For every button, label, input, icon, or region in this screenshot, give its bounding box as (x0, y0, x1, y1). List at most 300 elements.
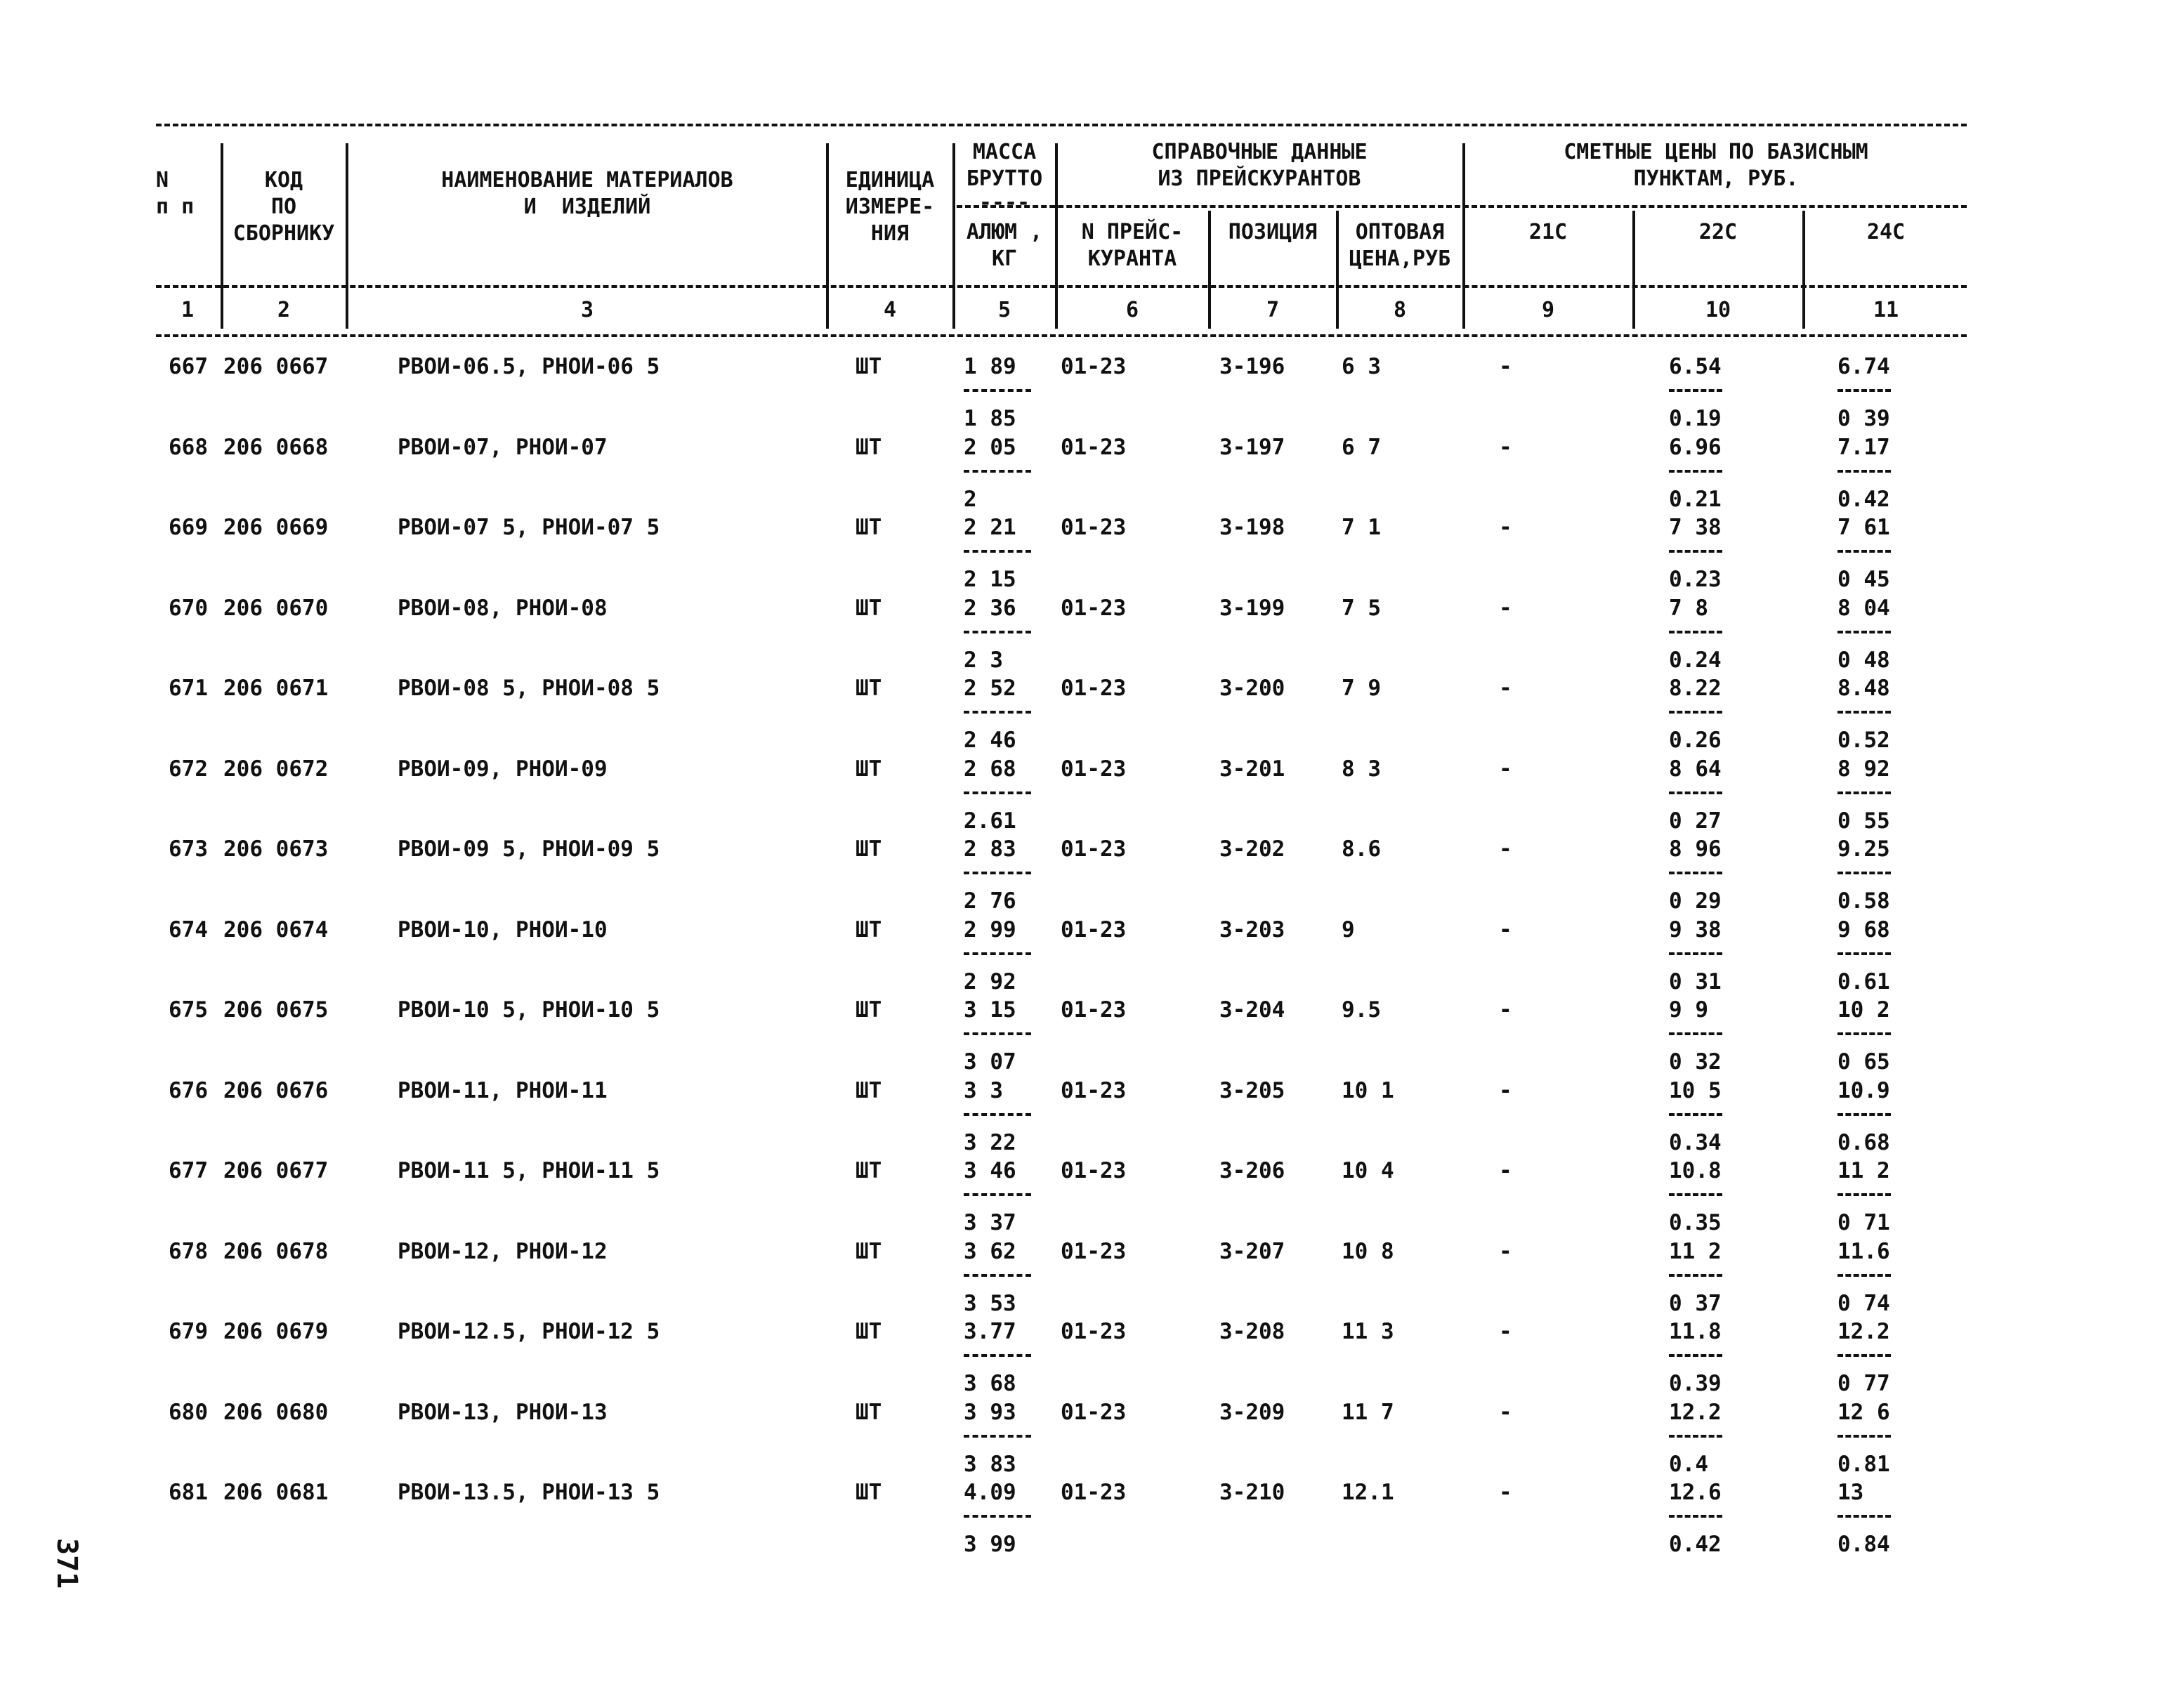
row-22c: 9 9 (1669, 997, 1708, 1023)
row-22c: 12.2 (1669, 1400, 1722, 1425)
row-name: РВОИ-11, РНОИ-11 (398, 1078, 608, 1103)
fraction-dash (1837, 952, 1891, 955)
table-row (0, 997, 2162, 1082)
row-24c: 9.25 (1837, 836, 1890, 862)
fraction-dash (1837, 631, 1891, 633)
table-row (0, 1480, 2162, 1564)
row-24c: 10.9 (1837, 1078, 1890, 1103)
table-row (0, 836, 2162, 921)
row-24c: 12.2 (1837, 1319, 1890, 1344)
fraction-dash (964, 1354, 1031, 1357)
fraction-dash (1669, 711, 1722, 714)
row-position: 3-208 (1219, 1319, 1285, 1344)
row-24c: 10 2 (1837, 997, 1890, 1023)
column-number: 5 (997, 298, 1011, 322)
row-24c-sub: 0 77 (1837, 1371, 1890, 1396)
fraction-dash (1669, 1113, 1722, 1116)
row-mass-sub: 3 07 (964, 1049, 1016, 1075)
row-price: 8.6 (1342, 836, 1381, 862)
header-mid-rule (957, 205, 1967, 208)
fraction-dash (1669, 1193, 1722, 1196)
fraction-dash (964, 631, 1031, 633)
fraction-dash (1669, 791, 1722, 794)
fraction-dash (1669, 1032, 1722, 1035)
row-position: 3-200 (1219, 676, 1285, 701)
row-24c: 8.48 (1837, 676, 1890, 701)
row-unit: ШТ (856, 756, 882, 782)
row-24c: 9 68 (1837, 917, 1890, 942)
row-name: РВОИ-12.5, РНОИ-12 5 (398, 1319, 660, 1344)
row-21c: - (1499, 435, 1512, 460)
row-unit: ШТ (856, 354, 882, 379)
row-position: 3-203 (1219, 917, 1285, 942)
page-number: 371 (51, 1538, 83, 1589)
row-position: 3-210 (1219, 1480, 1285, 1505)
row-24c-sub: 0 48 (1837, 648, 1890, 673)
table-row (0, 1400, 2162, 1484)
row-24c-sub: 0 45 (1837, 567, 1890, 592)
row-22c-sub: 0.39 (1669, 1371, 1722, 1396)
row-mass: 2 05 (964, 435, 1016, 460)
row-22c: 12.6 (1669, 1480, 1722, 1505)
row-code: 206 0667 (223, 354, 329, 379)
row-price: 12.1 (1342, 1480, 1394, 1505)
row-unit: ШТ (856, 1480, 882, 1505)
row-22c-sub: 0.24 (1669, 648, 1722, 673)
row-22c-sub: 0.26 (1669, 728, 1722, 753)
fraction-dash (1669, 1435, 1722, 1438)
row-pricelist-number: 01-23 (1061, 354, 1127, 379)
row-unit: ШТ (856, 1319, 882, 1344)
row-price: 7 1 (1342, 515, 1381, 540)
row-number: 669 (169, 515, 208, 540)
row-22c: 7 8 (1669, 596, 1708, 621)
row-position: 3-204 (1219, 997, 1285, 1023)
row-name: РВОИ-10, РНОИ-10 (398, 917, 608, 942)
row-price: 6 7 (1342, 435, 1381, 460)
row-position: 3-202 (1219, 836, 1285, 862)
row-mass: 2 68 (964, 756, 1016, 782)
row-mass-sub: 1 85 (964, 406, 1016, 431)
row-pricelist-number: 01-23 (1061, 756, 1127, 782)
row-price: 9.5 (1342, 997, 1381, 1023)
row-22c-sub: 0.19 (1669, 406, 1722, 431)
row-22c-sub: 0.4 (1669, 1452, 1708, 1477)
row-22c-sub: 0.42 (1669, 1532, 1722, 1557)
row-price: 6 3 (1342, 354, 1381, 379)
row-24c-sub: 0 65 (1837, 1049, 1890, 1075)
row-mass: 1 89 (964, 354, 1016, 379)
row-number: 677 (169, 1158, 208, 1183)
row-unit: ШТ (856, 676, 882, 701)
fraction-dash (1837, 1354, 1891, 1357)
row-position: 3-201 (1219, 756, 1285, 782)
row-21c: - (1499, 836, 1512, 862)
row-21c: - (1499, 1480, 1512, 1505)
fraction-dash (964, 1113, 1031, 1116)
row-22c: 9 38 (1669, 917, 1722, 942)
row-price: 10 8 (1342, 1239, 1394, 1264)
row-21c: - (1499, 1400, 1512, 1425)
row-mass: 3 62 (964, 1239, 1016, 1264)
fraction-dash (964, 389, 1031, 392)
fraction-dash (1837, 872, 1891, 874)
row-position: 3-205 (1219, 1078, 1285, 1103)
row-code: 206 0671 (223, 676, 329, 701)
row-position: 3-196 (1219, 354, 1285, 379)
table-row (0, 354, 2162, 438)
row-pricelist-number: 01-23 (1061, 515, 1127, 540)
row-22c: 7 38 (1669, 515, 1722, 540)
row-24c: 8 92 (1837, 756, 1890, 782)
column-number: 3 (580, 298, 594, 322)
row-22c-sub: 0.21 (1669, 487, 1722, 512)
column-number: 4 (883, 298, 897, 322)
row-21c: - (1499, 354, 1512, 379)
row-unit: ШТ (856, 1158, 882, 1183)
row-24c-sub: 0.52 (1837, 728, 1890, 753)
row-price: 10 1 (1342, 1078, 1394, 1103)
fraction-dash (1669, 872, 1722, 874)
row-21c: - (1499, 756, 1512, 782)
header-bottom-rule (156, 285, 1967, 288)
row-unit: ШТ (856, 515, 882, 540)
row-pricelist-number: 01-23 (1061, 997, 1127, 1023)
row-pricelist-number: 01-23 (1061, 917, 1127, 942)
fraction-dash (964, 952, 1031, 955)
row-mass: 2 21 (964, 515, 1016, 540)
fraction-dash (1669, 550, 1722, 553)
row-22c-sub: 0 31 (1669, 969, 1722, 994)
row-22c: 8 64 (1669, 756, 1722, 782)
row-24c: 8 04 (1837, 596, 1890, 621)
header-mass-bottom: АЛЮМ , КГ (966, 220, 1043, 271)
fraction-dash (1669, 1515, 1722, 1518)
row-24c-sub: 0.84 (1837, 1532, 1890, 1557)
row-mass: 3 93 (964, 1400, 1016, 1425)
row-code: 206 0670 (223, 596, 329, 621)
header-position: ПОЗИЦИЯ (1228, 220, 1318, 244)
fraction-dash (1669, 470, 1722, 473)
row-pricelist-number: 01-23 (1061, 1239, 1127, 1264)
fraction-dash (964, 470, 1031, 473)
row-mass-sub: 2.61 (964, 808, 1016, 834)
table-row (0, 1078, 2162, 1162)
row-number: 680 (169, 1400, 208, 1425)
fraction-dash (964, 1032, 1031, 1035)
row-24c-sub: 0.81 (1837, 1452, 1890, 1477)
header-21c: 21С (1528, 220, 1568, 244)
row-22c: 11.8 (1669, 1319, 1722, 1344)
row-mass: 3 3 (964, 1078, 1003, 1103)
row-code: 206 0675 (223, 997, 329, 1023)
row-mass-sub: 3 53 (964, 1291, 1016, 1316)
row-24c: 11.6 (1837, 1239, 1890, 1264)
header-code: КОД ПО СБОРНИКУ (232, 168, 335, 246)
row-name: РВОИ-13, РНОИ-13 (398, 1400, 608, 1425)
fraction-dash (964, 1193, 1031, 1196)
row-code: 206 0679 (223, 1319, 329, 1344)
row-code: 206 0677 (223, 1158, 329, 1183)
row-mass-sub: 3 22 (964, 1130, 1016, 1155)
fraction-dash (964, 550, 1031, 553)
header-mass-sep: ---- (978, 190, 1030, 215)
row-code: 206 0681 (223, 1480, 329, 1505)
row-21c: - (1499, 676, 1512, 701)
row-mass-sub: 2 15 (964, 567, 1016, 592)
row-22c: 6.96 (1669, 435, 1722, 460)
row-24c: 12 6 (1837, 1400, 1890, 1425)
row-number: 678 (169, 1239, 208, 1264)
row-number: 681 (169, 1480, 208, 1505)
header-22c: 22С (1698, 220, 1738, 244)
row-mass: 2 99 (964, 917, 1016, 942)
row-24c-sub: 0.68 (1837, 1130, 1890, 1155)
row-21c: - (1499, 515, 1512, 540)
row-code: 206 0674 (223, 917, 329, 942)
row-number: 674 (169, 917, 208, 942)
row-number: 673 (169, 836, 208, 862)
row-pricelist-number: 01-23 (1061, 836, 1127, 862)
row-mass-sub: 2 76 (964, 888, 1016, 914)
fraction-dash (1837, 1274, 1891, 1277)
row-name: РВОИ-07, РНОИ-07 (398, 435, 608, 460)
fraction-dash (1837, 1032, 1891, 1035)
row-21c: - (1499, 596, 1512, 621)
row-mass: 3 15 (964, 997, 1016, 1023)
table-row (0, 435, 2162, 519)
fraction-dash (964, 872, 1031, 874)
table-row (0, 756, 2162, 841)
fraction-dash (1837, 711, 1891, 714)
row-22c: 8.22 (1669, 676, 1722, 701)
fraction-dash (1669, 952, 1722, 955)
column-number: 1 (181, 298, 195, 322)
fraction-dash (1837, 389, 1891, 392)
row-number: 668 (169, 435, 208, 460)
numbers-bottom-rule (156, 334, 1967, 337)
row-24c: 6.74 (1837, 354, 1890, 379)
row-22c-sub: 0.34 (1669, 1130, 1722, 1155)
row-21c: - (1499, 917, 1512, 942)
row-mass-sub: 3 68 (964, 1371, 1016, 1396)
row-22c: 10 5 (1669, 1078, 1722, 1103)
row-position: 3-197 (1219, 435, 1285, 460)
row-mass-sub: 2 46 (964, 728, 1016, 753)
column-number: 9 (1541, 298, 1555, 322)
row-code: 206 0668 (223, 435, 329, 460)
row-position: 3-209 (1219, 1400, 1285, 1425)
row-price: 8 3 (1342, 756, 1381, 782)
row-24c: 7.17 (1837, 435, 1890, 460)
row-22c-sub: 0 27 (1669, 808, 1722, 834)
row-22c-sub: 0 32 (1669, 1049, 1722, 1075)
row-number: 667 (169, 354, 208, 379)
fraction-dash (964, 1515, 1031, 1518)
fraction-dash (964, 791, 1031, 794)
row-22c-sub: 0 37 (1669, 1291, 1722, 1316)
row-22c-sub: 0.23 (1669, 567, 1722, 592)
table-row (0, 596, 2162, 680)
column-number: 8 (1393, 298, 1407, 322)
header-unit: ЕДИНИЦА ИЗМЕРЕ- НИЯ (845, 168, 935, 246)
header-pricelist-number: N ПРЕЙС- КУРАНТА (1081, 220, 1184, 271)
row-price: 11 7 (1342, 1400, 1394, 1425)
row-code: 206 0678 (223, 1239, 329, 1264)
row-24c-sub: 0 55 (1837, 808, 1890, 834)
row-number: 676 (169, 1078, 208, 1103)
fraction-dash (1837, 1113, 1891, 1116)
row-number: 679 (169, 1319, 208, 1344)
fraction-dash (1669, 1354, 1722, 1357)
row-price: 7 5 (1342, 596, 1381, 621)
row-position: 3-206 (1219, 1158, 1285, 1183)
table-top-rule (156, 124, 1967, 126)
row-22c-sub: 0 29 (1669, 888, 1722, 914)
row-position: 3-198 (1219, 515, 1285, 540)
row-21c: - (1499, 997, 1512, 1023)
header-mass-top: МАССА БРУТТО (966, 140, 1043, 191)
header-24c: 24С (1866, 220, 1906, 244)
row-code: 206 0669 (223, 515, 329, 540)
row-21c: - (1499, 1239, 1512, 1264)
row-number: 672 (169, 756, 208, 782)
row-24c: 13 (1837, 1480, 1864, 1505)
row-unit: ШТ (856, 917, 882, 942)
row-name: РВОИ-08, РНОИ-08 (398, 596, 608, 621)
row-price: 9 (1342, 917, 1355, 942)
col-sep (346, 143, 348, 329)
row-position: 3-207 (1219, 1239, 1285, 1264)
header-wholesale-price: ОПТОВАЯ ЦЕНА,РУБ (1349, 220, 1451, 271)
row-price: 7 9 (1342, 676, 1381, 701)
table-row (0, 917, 2162, 1001)
table-row (0, 1158, 2162, 1242)
table-row (0, 1239, 2162, 1323)
row-mass-sub: 3 99 (964, 1532, 1016, 1557)
row-code: 206 0673 (223, 836, 329, 862)
header-reference-group: СПРАВОЧНЫЕ ДАННЫЕ ИЗ ПРЕЙСКУРАНТОВ (1151, 140, 1368, 191)
row-24c-sub: 0.42 (1837, 487, 1890, 512)
column-number: 11 (1873, 298, 1899, 322)
row-pricelist-number: 01-23 (1061, 596, 1127, 621)
row-21c: - (1499, 1319, 1512, 1344)
row-22c: 6.54 (1669, 354, 1722, 379)
row-name: РВОИ-09, РНОИ-09 (398, 756, 608, 782)
row-price: 10 4 (1342, 1158, 1394, 1183)
row-pricelist-number: 01-23 (1061, 1158, 1127, 1183)
table-row (0, 1319, 2162, 1403)
row-pricelist-number: 01-23 (1061, 435, 1127, 460)
row-mass: 2 52 (964, 676, 1016, 701)
row-24c-sub: 0 39 (1837, 406, 1890, 431)
row-name: РВОИ-07 5, РНОИ-07 5 (398, 515, 660, 540)
row-code: 206 0676 (223, 1078, 329, 1103)
row-mass-sub: 3 83 (964, 1452, 1016, 1477)
row-21c: - (1499, 1078, 1512, 1103)
row-unit: ШТ (856, 1078, 882, 1103)
header-n-pp: N п п (156, 168, 195, 219)
row-code: 206 0680 (223, 1400, 329, 1425)
row-unit: ШТ (856, 836, 882, 862)
row-pricelist-number: 01-23 (1061, 1400, 1127, 1425)
row-unit: ШТ (856, 1400, 882, 1425)
row-name: РВОИ-12, РНОИ-12 (398, 1239, 608, 1264)
row-unit: ШТ (856, 997, 882, 1023)
row-number: 670 (169, 596, 208, 621)
column-number: 6 (1125, 298, 1139, 322)
table-row (0, 515, 2162, 599)
table-row (0, 676, 2162, 760)
column-number: 2 (277, 298, 291, 322)
row-mass-sub: 2 (964, 487, 977, 512)
row-mass: 2 83 (964, 836, 1016, 862)
row-24c: 11 2 (1837, 1158, 1890, 1183)
row-name: РВОИ-06.5, РНОИ-06 5 (398, 354, 660, 379)
row-unit: ШТ (856, 1239, 882, 1264)
row-mass-sub: 2 3 (964, 648, 1003, 673)
row-pricelist-number: 01-23 (1061, 1480, 1127, 1505)
row-pricelist-number: 01-23 (1061, 1319, 1127, 1344)
row-24c: 7 61 (1837, 515, 1890, 540)
fraction-dash (964, 1435, 1031, 1438)
row-number: 675 (169, 997, 208, 1023)
row-mass: 3 46 (964, 1158, 1016, 1183)
fraction-dash (1837, 470, 1891, 473)
row-position: 3-199 (1219, 596, 1285, 621)
row-code: 206 0672 (223, 756, 329, 782)
column-number: 7 (1266, 298, 1280, 322)
row-22c: 8 96 (1669, 836, 1722, 862)
row-pricelist-number: 01-23 (1061, 676, 1127, 701)
row-mass: 4.09 (964, 1480, 1016, 1505)
row-22c-sub: 0.35 (1669, 1210, 1722, 1235)
row-unit: ШТ (856, 596, 882, 621)
fraction-dash (964, 1274, 1031, 1277)
row-number: 671 (169, 676, 208, 701)
fraction-dash (964, 711, 1031, 714)
fraction-dash (1837, 1193, 1891, 1196)
row-price: 11 3 (1342, 1319, 1394, 1344)
row-name: РВОИ-13.5, РНОИ-13 5 (398, 1480, 660, 1505)
row-24c-sub: 0.61 (1837, 969, 1890, 994)
row-pricelist-number: 01-23 (1061, 1078, 1127, 1103)
row-24c-sub: 0 71 (1837, 1210, 1890, 1235)
row-mass-sub: 3 37 (964, 1210, 1016, 1235)
row-22c: 11 2 (1669, 1239, 1722, 1264)
row-24c-sub: 0.58 (1837, 888, 1890, 914)
row-21c: - (1499, 1158, 1512, 1183)
header-name: НАИМЕНОВАНИЕ МАТЕРИАЛОВ И ИЗДЕЛИЙ (441, 168, 733, 219)
fraction-dash (1669, 631, 1722, 633)
row-24c-sub: 0 74 (1837, 1291, 1890, 1316)
fraction-dash (1837, 1435, 1891, 1438)
row-22c: 10.8 (1669, 1158, 1722, 1183)
row-mass: 3.77 (964, 1319, 1016, 1344)
header-estimate-group: СМЕТНЫЕ ЦЕНЫ ПО БАЗИСНЫМ ПУНКТАМ, РУБ. (1564, 140, 1868, 191)
fraction-dash (1669, 1274, 1722, 1277)
row-name: РВОИ-10 5, РНОИ-10 5 (398, 997, 660, 1023)
fraction-dash (1837, 550, 1891, 553)
fraction-dash (1837, 1515, 1891, 1518)
row-unit: ШТ (856, 435, 882, 460)
row-mass-sub: 2 92 (964, 969, 1016, 994)
row-name: РВОИ-11 5, РНОИ-11 5 (398, 1158, 660, 1183)
column-number: 10 (1705, 298, 1731, 322)
row-name: РВОИ-08 5, РНОИ-08 5 (398, 676, 660, 701)
fraction-dash (1669, 389, 1722, 392)
fraction-dash (1837, 791, 1891, 794)
